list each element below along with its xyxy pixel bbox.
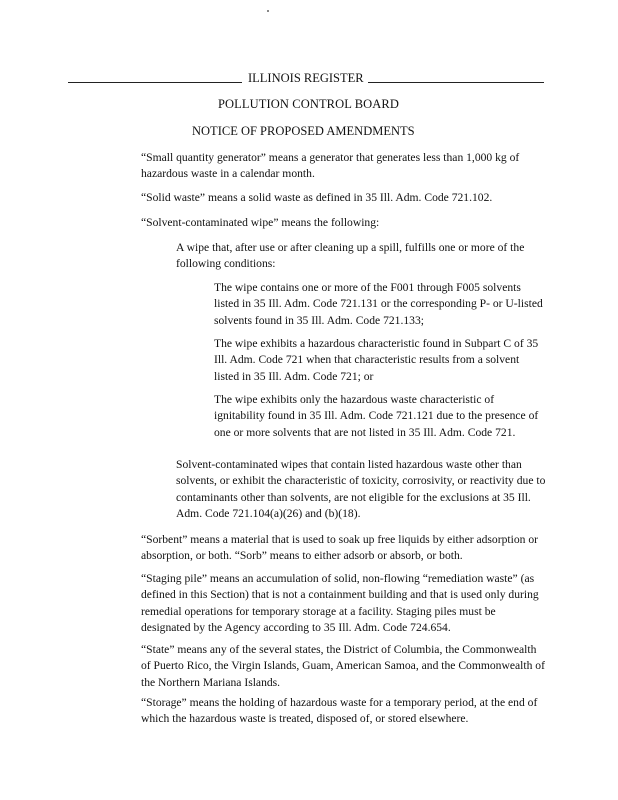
wipe-condition-3: The wipe exhibits only the hazardous waste characteristic of ignitability found in 35 Ill. Adm. Code 721.121 due to the presence of one or more solvents that are not listed in 35 Ill. Adm. Code 721. <box>214 393 539 439</box>
definition-state: “State” means any of the several states, the District of Columbia, the Commonwealth of Puerto Rico, the Virgin Islands, Guam, American Samoa, and the Commonwealth of the Northern Mariana Islands. <box>141 643 545 689</box>
wipe-intro-paragraph: A wipe that, after use or after cleaning up a spill, fulfills one or more of the following conditions: <box>176 241 525 271</box>
definition-small-quantity-generator: “Small quantity generator” means a generator that generates less than 1,000 kg of hazardous waste in a calendar month. <box>141 151 520 181</box>
header-rule-left <box>68 82 242 83</box>
definition-storage: “Storage” means the holding of hazardous waste for a temporary period, at the end of which the hazardous waste is treated, disposed of, or stored elsewhere. <box>141 696 538 726</box>
header-rule-right <box>368 82 544 83</box>
register-title: ILLINOIS REGISTER <box>248 71 364 85</box>
definition-solvent-contaminated-wipe: “Solvent-contaminated wipe” means the following: <box>141 216 380 229</box>
wipe-exclusion-paragraph: Solvent-contaminated wipes that contain listed hazardous waste other than solvents, or exhibit the characteristic of toxicity, corrosivity, or reactivity due to contaminants other than solvents, are not eligible for the exclusions at 35 Ill. Adm. Code 721.104(a)(26) and (b)(18). <box>176 458 546 521</box>
notice-title: NOTICE OF PROPOSED AMENDMENTS <box>192 124 415 138</box>
board-title: POLLUTION CONTROL BOARD <box>218 97 399 111</box>
definition-staging-pile: “Staging pile” means an accumulation of solid, non-flowing “remediation waste” (as defined in this Section) that is not a containment building and that is used only during remedial operations for temporary storage at a facility. Staging piles must be designated by the Agency according to 35 Ill. Adm. Code 724.654. <box>141 572 539 635</box>
definition-sorbent: “Sorbent” means a material that is used to soak up free liquids by either adsorption or absorption, or both. “Sorb” means to either adsorb or absorb, or both. <box>141 533 538 563</box>
wipe-condition-2: The wipe exhibits a hazardous characteristic found in Subpart C of 35 Ill. Adm. Code 721 when that characteristic results from a solvent listed in 35 Ill. Adm. Code 721; or <box>214 337 539 383</box>
scan-speck <box>267 10 269 12</box>
wipe-condition-1: The wipe contains one or more of the F001 through F005 solvents listed in 35 Ill. Adm. Code 721.131 or the corresponding P- or U-listed solvents found in 35 Ill. Adm. Code 721.133; <box>214 281 543 327</box>
definition-solid-waste: “Solid waste” means a solid waste as defined in 35 Ill. Adm. Code 721.102. <box>141 191 493 204</box>
